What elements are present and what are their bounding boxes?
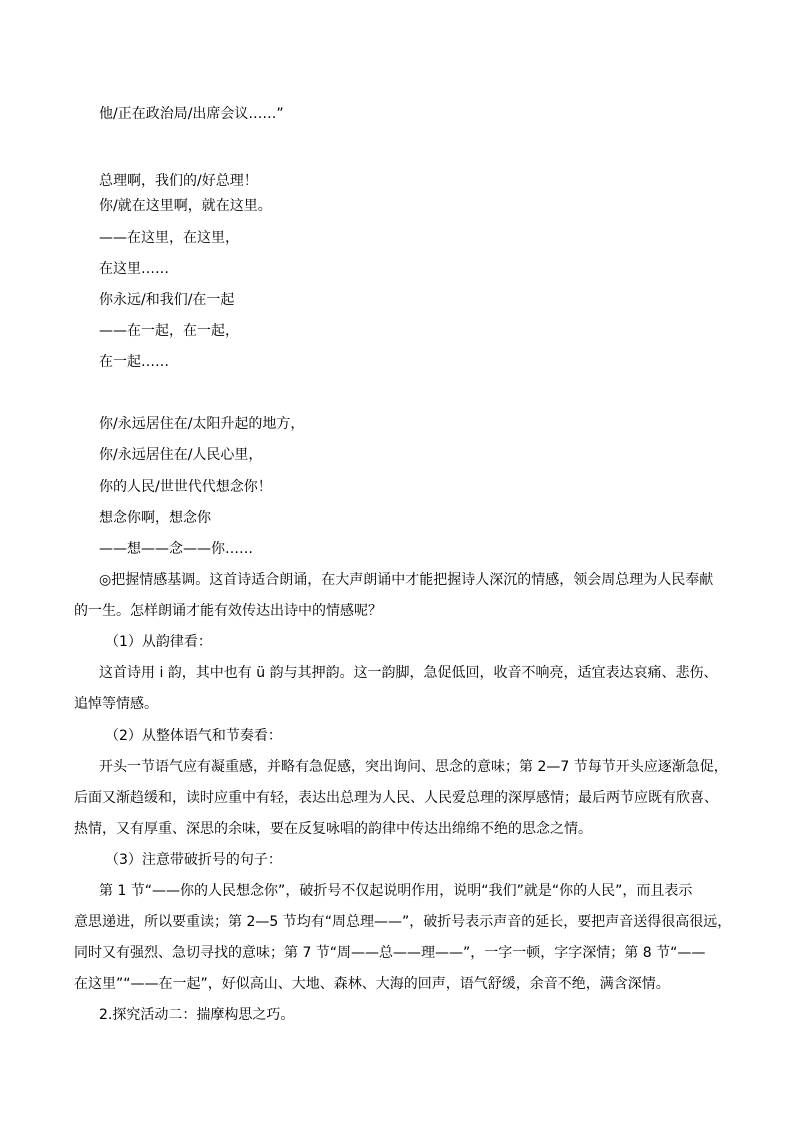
paragraph-line: 第 1 节“——你的人民想念你”，破折号不仅起说明作用，说明“我们”就是“你的人民”，而且表示	[99, 883, 693, 899]
paragraph-line: 追悼等情感。	[74, 696, 158, 712]
paragraph-line: ◎把握情感基调。这首诗适合朗诵，在大声朗诵中才能把握诗人深沉的情感，领会周总理为人民奉献	[99, 572, 714, 588]
paragraph-line: 开头一节语气应有凝重感，并略有急促感，突出询问、思念的意味；第 2—7 节每节开头应逐渐急促，	[99, 759, 728, 775]
poem-line: 在一起……	[99, 354, 169, 370]
section-heading: 2.探究活动二：揣摩构思之巧。	[99, 1007, 295, 1023]
poem-line: ——想——念——你……	[99, 541, 253, 557]
item-heading: （1）从韵律看：	[105, 634, 212, 650]
poem-line: ——在一起，在一起，	[99, 323, 239, 339]
poem-line: 你/永远居住在/太阳升起的地方，	[99, 416, 305, 432]
paragraph-line: 热情，又有厚重、深思的余味，要在反复咏唱的韵律中传达出绵绵不绝的思念之情。	[74, 821, 592, 837]
poem-line: 总理啊，我们的/好总理！	[99, 173, 258, 189]
paragraph-line: 同时又有强烈、急切寻找的意味；第 7 节“周——总——理——”，一字一顿，字字深情；第 8 节“——	[74, 945, 706, 961]
poem-line: 在这里……	[99, 261, 169, 277]
paragraph-line: 这首诗用 i 韵，其中也有 ü 韵与其押韵。这一韵脚，急促低回，收音不响亮，适宜表达哀痛、悲伤、	[99, 665, 718, 681]
poem-line: 你/就在这里啊，就在这里。	[99, 198, 272, 214]
poem-line: ——在这里，在这里，	[99, 230, 239, 246]
paragraph-line: 在这里”“——在一起”，好似高山、大地、森林、大海的回声，语气舒缓，余音不绝，满含深情。	[74, 976, 670, 992]
item-heading: （3）注意带破折号的句子：	[105, 852, 282, 868]
paragraph-line: 后面又渐趋缓和，读时应重中有轻，表达出总理为人民、人民爱总理的深厚感情；最后两节应既有欣喜、	[74, 790, 718, 806]
poem-line: 你永远/和我们/在一起	[99, 292, 235, 308]
poem-line: 他/正在政治局/出席会议……”	[99, 106, 284, 122]
poem-line: 你/永远居住在/人民心里，	[99, 447, 263, 463]
paragraph-line: 意思递进，所以要重读；第 2—5 节均有“周总理——”，破折号表示声音的延长，要把声音送得很高很远，	[74, 914, 732, 930]
item-heading: （2）从整体语气和节奏看：	[105, 728, 282, 744]
poem-line: 你的人民/世世代代想念你！	[99, 479, 272, 495]
poem-line: 想念你啊，想念你	[99, 510, 211, 526]
paragraph-line: 的一生。怎样朗诵才能有效传达出诗中的情感呢？	[74, 603, 382, 619]
